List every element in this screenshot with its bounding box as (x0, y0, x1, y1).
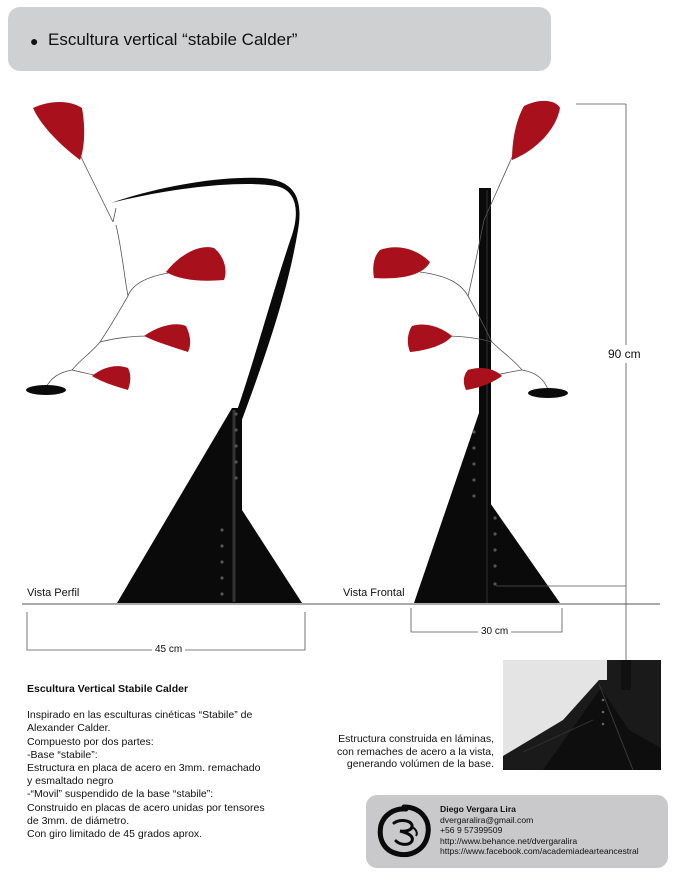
base-detail-photo (503, 660, 661, 770)
contact-details (440, 804, 639, 857)
profile-red-plates (33, 102, 226, 390)
description-line: Estructura en placa de acero en 3mm. remachado y esmaltado negro (27, 762, 261, 788)
description (27, 683, 317, 841)
front-width-label: 30 cm (478, 626, 511, 637)
base-caption: Estructura construida en láminas, con remaches de acero a la vista, generando volúmen de la base. (337, 733, 494, 770)
profile-view (26, 102, 302, 603)
contact-email[interactable]: dvergaralira@gmail.com (440, 814, 534, 825)
profile-width-label: 45 cm (152, 644, 185, 655)
profile-arm (111, 178, 300, 425)
description-heading: Escultura Vertical Stabile Calder (27, 683, 189, 695)
contact-name: Diego Vergara Lira (440, 804, 516, 814)
contact-behance-link[interactable]: http://www.behance.net/dvergaralira (440, 835, 578, 846)
description-line: -“Movil” suspendido de la base “stabile”: (27, 788, 214, 801)
front-view (373, 101, 568, 603)
description-line: -Base “stabile”: (27, 748, 98, 761)
contact-card (366, 795, 668, 868)
profile-base (117, 408, 302, 603)
profile-wires (46, 155, 175, 388)
ink-brush-circle-logo-icon (376, 803, 432, 859)
contact-facebook-link[interactable]: https://www.facebook.com/academiadearteancestral (440, 846, 639, 857)
front-view-label: Vista Frontal (343, 587, 405, 599)
description-line: Compuesto por dos partes: (27, 735, 154, 748)
height-label: 90 cm (608, 347, 641, 361)
front-pole (479, 188, 491, 603)
contact-phone: +56 9 57399509 (440, 825, 503, 836)
description-line: Inspirado en las esculturas cinéticas “Stabile” de Alexander Calder. (27, 709, 253, 735)
description-line: Construido en placas de acero unidas por tensores de 3mm. de diámetro. (27, 801, 265, 827)
description-line: Con giro limitado de 45 grados aprox. (27, 828, 203, 841)
profile-view-label: Vista Perfil (27, 587, 80, 599)
bullet-icon: ● (30, 33, 39, 49)
page-title: Escultura vertical “stabile Calder” (48, 30, 298, 49)
front-red-plates (373, 101, 560, 390)
